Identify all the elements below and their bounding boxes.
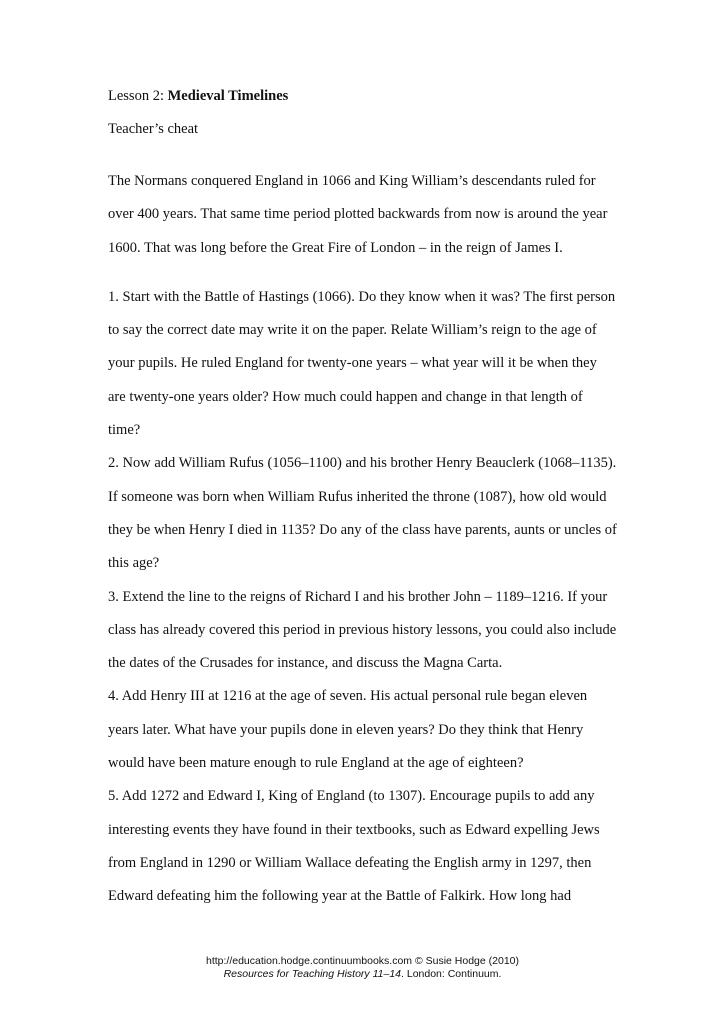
step-3-paragraph: 3. Extend the line to the reigns of Richard I and his brother John – 1189–1216. If your class has already covered this period in previous history lessons, you could also include the dates of the Crusades for instance, and discuss the Magna Carta. — [108, 588, 617, 672]
step-5-paragraph: 5. Add 1272 and Edward I, King of England (to 1307). Encourage pupils to add any interesting events they have found in their textbooks, such as Edward expelling Jews from England in 1290 or William Wallace defeating the English army in 1297, then Edward defeating him the following year at the Battle of Falkirk. How long had — [108, 788, 600, 905]
intro-paragraph: The Normans conquered England in 1066 and King William’s descendants ruled for over 400 years. That same time period plotted backwards from now is around the year 1600. That was long before the Great Fire of London – in the reign of James I. — [108, 173, 608, 256]
step-2-paragraph: 2. Now add William Rufus (1056–1100) and his brother Henry Beauclerk (1068–1135). If someone was born when William Rufus inherited the throne (1087), how old would they be when Henry I died in 1135? Do any of the class have parents, aunts or uncles of this age? — [108, 455, 617, 572]
lesson-prefix: Lesson 2: — [108, 88, 168, 104]
footer-book-title: Resources for Teaching History 11–14 — [223, 968, 402, 980]
body-text — [108, 165, 618, 914]
footer-publisher: . London: Continuum. — [401, 968, 502, 980]
lesson-heading — [108, 87, 288, 105]
step-4-paragraph: 4. Add Henry III at 1216 at the age of seven. His actual personal rule began eleven years later. What have your pupils done in eleven years? Do they think that Henry would have been mature enough to rule England at the age of eighteen? — [108, 688, 588, 772]
step-1-paragraph: 1. Start with the Battle of Hastings (1066). Do they know when it was? The first person to say the correct date may write it on the paper. Relate William’s reign to the age of your pupils. He ruled England for twenty-one years – what year will it be when they are twenty-one years older? How much could happen and change in that length of time? — [108, 288, 616, 439]
page-footer — [0, 955, 725, 981]
subtitle: Teacher’s cheat — [108, 121, 199, 137]
lesson-title: Medieval Timelines — [167, 88, 289, 104]
footer-url-copyright: http://education.hodge.continuumbooks.com © Susie Hodge (2010) — [205, 955, 520, 967]
footer-citation — [0, 968, 725, 981]
